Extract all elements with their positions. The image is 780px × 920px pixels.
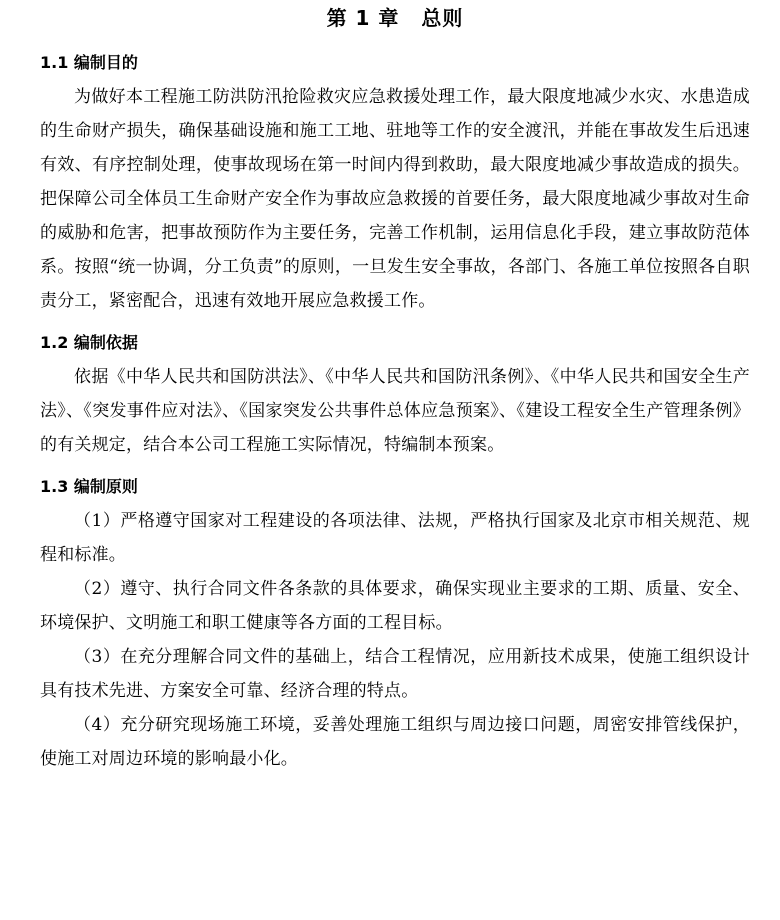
section-heading: 1.1 编制目的 [40,53,138,72]
paragraph: 为做好本工程施工防洪防汛抢险救灾应急救援处理工作，最大限度地减少水灾、水患造成的生命财产损失，确保基础设施和施工工地、驻地等工作的安全渡汛，并能在事故发生后迅速有效、有序控制处理，使事故现场在第一时间内得到救助，最大限度地减少事故造成的损失。把保障公司全体员工生命财产安全作为事故应急救援的首要任务，最大限度地减少事故对生命的威胁和危害，把事故预防作为主要任务，完善工作机制，运用信息化手段，建立事故防范体系。按照“统一协调，分工负责”的原则，一旦发生安全事故，各部门、各施工单位按照各自职责分工，紧密配合，迅速有效地开展应急救援工作。 [40,87,750,311]
chapter-name: 总则 [421,6,464,30]
section-purpose [40,52,750,318]
list-item: （1）严格遵守国家对工程建设的各项法律、法规，严格执行国家及北京市相关规范、规程和标准。 [40,511,750,565]
section-principles [40,476,750,776]
section-basis [40,332,750,462]
paragraph: 依据《中华人民共和国防洪法》、《中华人民共和国防汛条例》、《中华人民共和国安全生产法》、《突发事件应对法》、《国家突发公共事件总体应急预案》、《建设工程安全生产管理条例》的有关规定，结合本公司工程施工实际情况，特编制本预案。 [40,367,750,455]
chapter-number: 第 1 章 [326,6,400,30]
list-item: （3）在充分理解合同文件的基础上，结合工程情况，应用新技术成果，使施工组织设计具有技术先进、方案安全可靠、经济合理的特点。 [40,647,750,701]
list-item: （2）遵守、执行合同文件各条款的具体要求，确保实现业主要求的工期、质量、安全、环境保护、文明施工和职工健康等各方面的工程目标。 [40,579,750,633]
section-heading: 1.3 编制原则 [40,477,138,496]
list-item: （4）充分研究现场施工环境，妥善处理施工组织与周边接口问题，周密安排管线保护，使施工对周边环境的影响最小化。 [40,715,750,769]
chapter-title [40,0,750,32]
section-heading: 1.2 编制依据 [40,333,138,352]
